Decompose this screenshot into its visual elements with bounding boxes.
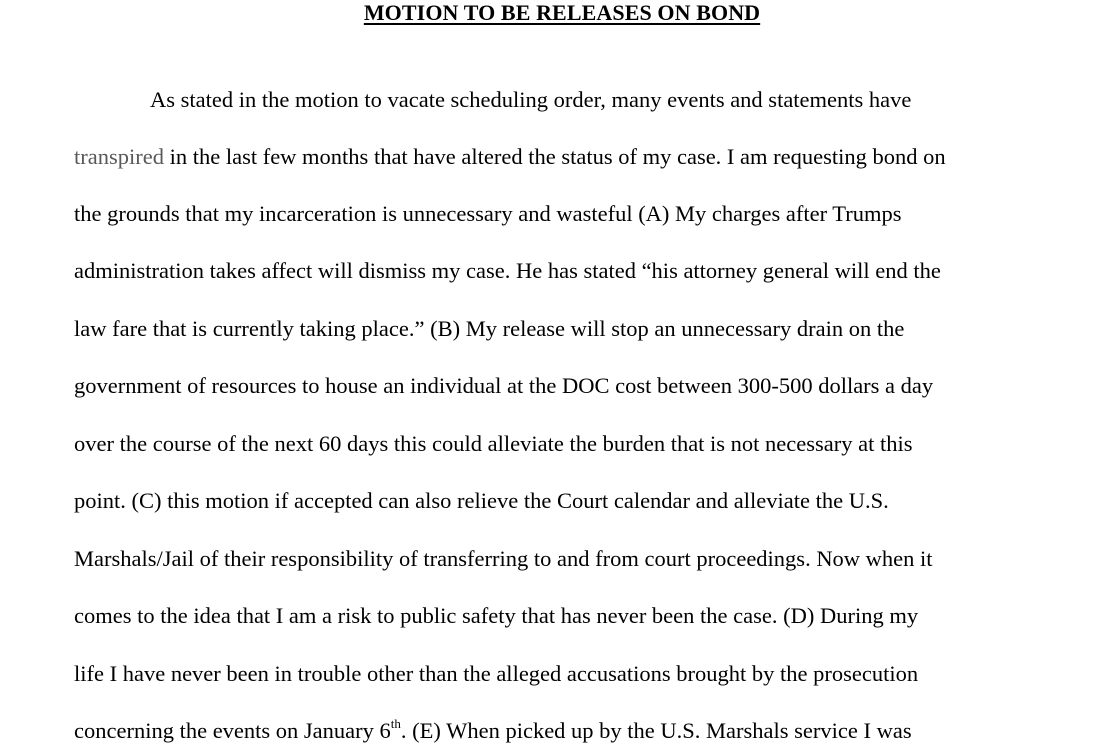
paragraph-line-9: Marshals/Jail of their responsibility of transferring to and from court proceedings. Now when it <box>74 546 933 571</box>
paragraph-line-11: life I have never been in trouble other than the alleged accusations brought by the prosecution <box>74 661 919 686</box>
paragraph-line-5: law fare that is currently taking place.” (B) My release will stop an unnecessary drain on the <box>74 316 905 341</box>
line-12-start: concerning the events on January 6 <box>74 718 391 743</box>
highlighted-word: transpired <box>74 144 164 169</box>
ordinal-superscript: th <box>390 715 401 731</box>
paragraph-line-10: comes to the idea that I am a risk to public safety that has never been the case. (D) During my <box>74 603 919 628</box>
paragraph-line-3: the grounds that my incarceration is unnecessary and wasteful (A) My charges after Trumps <box>74 201 902 226</box>
paragraph-line-6: government of resources to house an individual at the DOC cost between 300-500 dollars a day <box>74 373 934 398</box>
line-12-end: . (E) When picked up by the U.S. Marshals service I was <box>400 718 912 743</box>
paragraph-line-2 <box>74 143 946 171</box>
paragraph-line-12 <box>74 717 912 745</box>
paragraph-line-7: over the course of the next 60 days this could alleviate the burden that is not necessary at this <box>74 431 913 456</box>
paragraph-line-1: As stated in the motion to vacate scheduling order, many events and statements have <box>150 87 912 112</box>
paragraph-line-8: point. (C) this motion if accepted can also relieve the Court calendar and alleviate the U.S. <box>74 488 889 513</box>
line-2-rest: in the last few months that have altered the status of my case. I am requesting bond on <box>163 144 946 169</box>
paragraph-line-4: administration takes affect will dismiss my case. He has stated “his attorney general will end the <box>74 258 941 283</box>
document-title: MOTION TO BE RELEASES ON BOND <box>363 0 761 25</box>
